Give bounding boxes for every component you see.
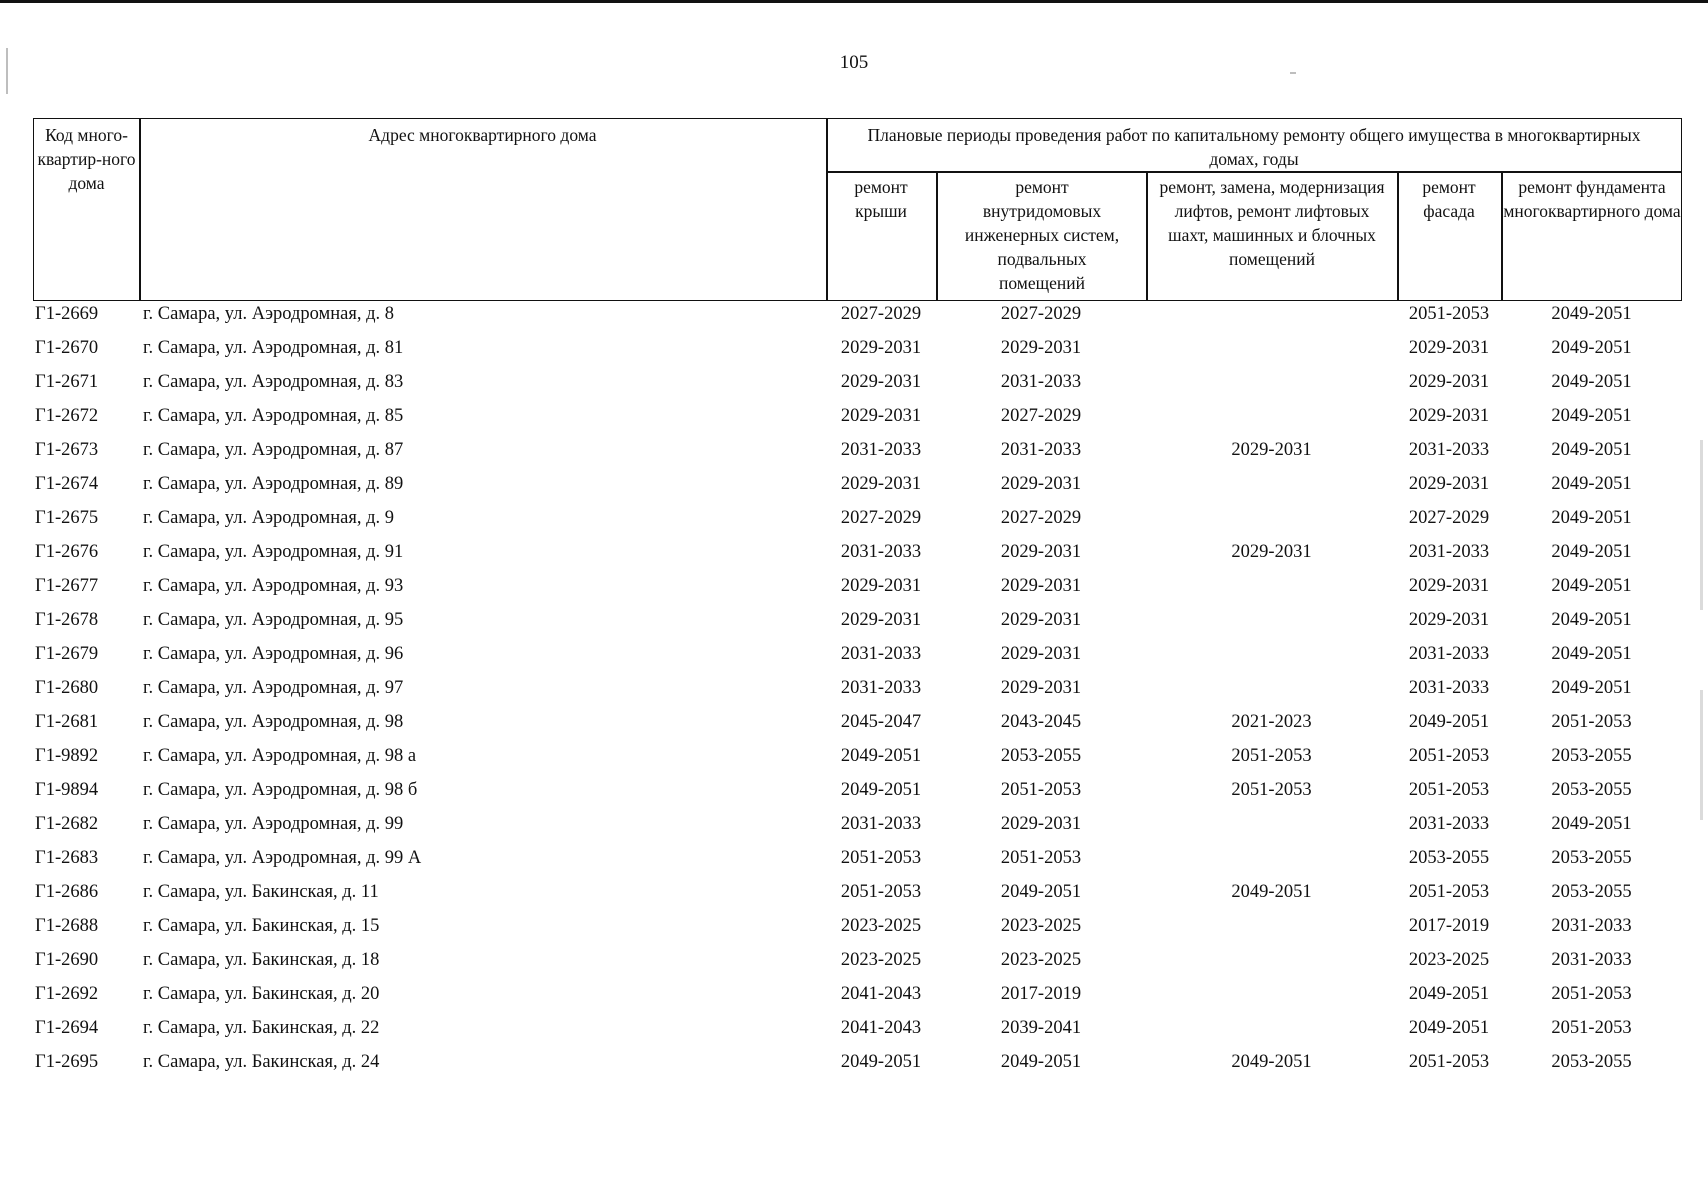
header-address: Адрес многоквартирного дома <box>368 125 597 145</box>
row-address: г. Самара, ул. Аэродромная, д. 89 <box>143 474 404 494</box>
row-foundation: 2049-2051 <box>1551 406 1632 426</box>
scan-artifact <box>1700 690 1703 820</box>
row-roof: 2031-2033 <box>840 814 922 834</box>
row-address: г. Самара, ул. Аэродромная, д. 87 <box>143 440 404 460</box>
row-facade: 2051-2053 <box>1408 882 1490 902</box>
row-foundation: 2051-2053 <box>1551 712 1632 732</box>
row-address: г. Самара, ул. Аэродромная, д. 9 <box>143 508 395 528</box>
row-facade: 2049-2051 <box>1408 712 1490 732</box>
row-address: г. Самара, ул. Бакинская, д. 22 <box>143 1018 380 1038</box>
row-facade: 2029-2031 <box>1408 474 1490 494</box>
header-facade: ремонт фасада <box>1422 177 1476 221</box>
row-foundation: 2031-2033 <box>1551 916 1632 936</box>
row-facade: 2031-2033 <box>1408 542 1490 562</box>
row-code: Г1-2681 <box>35 712 99 732</box>
row-roof: 2029-2031 <box>840 338 922 358</box>
header-divider <box>1146 171 1148 300</box>
row-address: г. Самара, ул. Аэродромная, д. 8 <box>143 304 395 324</box>
row-foundation: 2049-2051 <box>1551 372 1632 392</box>
row-systems: 2053-2055 <box>1000 746 1082 766</box>
row-address: г. Самара, ул. Аэродромная, д. 98 б <box>143 780 418 800</box>
row-lifts: 2051-2053 <box>1231 780 1312 800</box>
scan-artifact <box>1700 440 1703 610</box>
table-row <box>33 710 1682 744</box>
row-systems: 2029-2031 <box>1000 678 1082 698</box>
row-roof: 2029-2031 <box>840 610 922 630</box>
row-address: г. Самара, ул. Бакинская, д. 11 <box>143 882 379 902</box>
row-roof: 2049-2051 <box>840 746 922 766</box>
row-code: Г1-2674 <box>35 474 99 494</box>
row-code: Г1-2686 <box>35 882 99 902</box>
row-foundation: 2049-2051 <box>1551 474 1632 494</box>
row-roof: 2029-2031 <box>840 406 922 426</box>
row-roof: 2023-2025 <box>840 950 922 970</box>
row-foundation: 2049-2051 <box>1551 814 1632 834</box>
row-roof: 2031-2033 <box>840 678 922 698</box>
row-code: Г1-2676 <box>35 542 99 562</box>
table-row <box>33 778 1682 812</box>
row-lifts: 2021-2023 <box>1231 712 1312 732</box>
row-lifts: 2029-2031 <box>1231 440 1312 460</box>
row-address: г. Самара, ул. Аэродромная, д. 81 <box>143 338 404 358</box>
row-address: г. Самара, ул. Бакинская, д. 18 <box>143 950 380 970</box>
row-systems: 2029-2031 <box>1000 576 1082 596</box>
header-foundation: ремонт фундамента многоквартирного дома <box>1503 177 1681 221</box>
header-systems: ремонт внутридомовых инженерных систем, подвальных помещений <box>964 177 1120 293</box>
row-address: г. Самара, ул. Аэродромная, д. 97 <box>143 678 404 698</box>
row-facade: 2017-2019 <box>1408 916 1490 936</box>
row-roof: 2049-2051 <box>840 780 922 800</box>
table-row <box>33 1016 1682 1050</box>
row-systems: 2049-2051 <box>1000 1052 1082 1072</box>
row-systems: 2027-2029 <box>1000 304 1082 324</box>
table-row <box>33 642 1682 676</box>
row-foundation: 2049-2051 <box>1551 576 1632 596</box>
row-code: Г1-2677 <box>35 576 99 596</box>
table-row <box>33 370 1682 404</box>
row-facade: 2027-2029 <box>1408 508 1490 528</box>
header-roof: ремонт крыши <box>854 177 908 221</box>
header-divider <box>936 171 938 300</box>
header-periods-group: Плановые периоды проведения работ по капитальному ремонту общего имущества в многоквартирных домах, годы <box>867 125 1641 169</box>
row-code: Г1-2692 <box>35 984 99 1004</box>
row-foundation: 2053-2055 <box>1551 746 1632 766</box>
table-row <box>33 676 1682 710</box>
row-foundation: 2049-2051 <box>1551 338 1632 358</box>
page-number: 105 <box>839 52 869 73</box>
row-address: г. Самара, ул. Аэродромная, д. 99 <box>143 814 404 834</box>
row-code: Г1-2672 <box>35 406 99 426</box>
row-foundation: 2049-2051 <box>1551 678 1632 698</box>
row-address: г. Самара, ул. Аэродромная, д. 95 <box>143 610 404 630</box>
row-facade: 2031-2033 <box>1408 440 1490 460</box>
row-systems: 2029-2031 <box>1000 610 1082 630</box>
row-facade: 2053-2055 <box>1408 848 1490 868</box>
table-row <box>33 404 1682 438</box>
row-systems: 2023-2025 <box>1000 950 1082 970</box>
row-roof: 2027-2029 <box>840 508 922 528</box>
row-systems: 2029-2031 <box>1000 644 1082 664</box>
row-code: Г1-2673 <box>35 440 99 460</box>
row-systems: 2023-2025 <box>1000 916 1082 936</box>
table-row <box>33 846 1682 880</box>
row-code: Г1-2680 <box>35 678 99 698</box>
table-row <box>33 540 1682 574</box>
row-foundation: 2053-2055 <box>1551 848 1632 868</box>
table-row <box>33 336 1682 370</box>
row-facade: 2029-2031 <box>1408 610 1490 630</box>
table-row <box>33 438 1682 472</box>
row-roof: 2041-2043 <box>840 1018 922 1038</box>
table-body <box>33 302 1682 1084</box>
row-foundation: 2049-2051 <box>1551 304 1632 324</box>
row-foundation: 2049-2051 <box>1551 508 1632 528</box>
row-foundation: 2053-2055 <box>1551 882 1632 902</box>
row-address: г. Самара, ул. Аэродромная, д. 98 а <box>143 746 417 766</box>
row-roof: 2051-2053 <box>840 848 922 868</box>
row-facade: 2049-2051 <box>1408 984 1490 1004</box>
row-foundation: 2051-2053 <box>1551 984 1632 1004</box>
row-roof: 2045-2047 <box>840 712 922 732</box>
table-row <box>33 744 1682 778</box>
table-row <box>33 812 1682 846</box>
table-row <box>33 302 1682 336</box>
row-address: г. Самара, ул. Аэродромная, д. 93 <box>143 576 404 596</box>
table-row <box>33 1050 1682 1084</box>
table-header <box>33 118 1682 301</box>
row-systems: 2029-2031 <box>1000 474 1082 494</box>
row-code: Г1-2688 <box>35 916 99 936</box>
row-facade: 2051-2053 <box>1408 780 1490 800</box>
row-code: Г1-2670 <box>35 338 99 358</box>
row-code: Г1-2669 <box>35 304 99 324</box>
row-foundation: 2049-2051 <box>1551 610 1632 630</box>
row-roof: 2049-2051 <box>840 1052 922 1072</box>
header-lifts: ремонт, замена, модернизация лифтов, ремонт лифтовых шахт, машинных и блочных помещений <box>1159 177 1385 269</box>
row-code: Г1-2675 <box>35 508 99 528</box>
row-code: Г1-2679 <box>35 644 99 664</box>
row-systems: 2031-2033 <box>1000 372 1082 392</box>
row-code: Г1-2695 <box>35 1052 99 1072</box>
row-facade: 2029-2031 <box>1408 406 1490 426</box>
row-address: г. Самара, ул. Аэродромная, д. 98 <box>143 712 404 732</box>
header-divider <box>826 171 1682 173</box>
row-systems: 2049-2051 <box>1000 882 1082 902</box>
header-code: Код много-квартир-ного дома <box>37 125 136 193</box>
row-facade: 2049-2051 <box>1408 1018 1490 1038</box>
row-foundation: 2031-2033 <box>1551 950 1632 970</box>
row-systems: 2051-2053 <box>1000 848 1082 868</box>
row-lifts: 2049-2051 <box>1231 882 1312 902</box>
row-code: Г1-2682 <box>35 814 99 834</box>
row-facade: 2029-2031 <box>1408 372 1490 392</box>
row-foundation: 2049-2051 <box>1551 542 1632 562</box>
row-facade: 2023-2025 <box>1408 950 1490 970</box>
row-foundation: 2053-2055 <box>1551 1052 1632 1072</box>
row-address: г. Самара, ул. Бакинская, д. 24 <box>143 1052 380 1072</box>
row-systems: 2027-2029 <box>1000 406 1082 426</box>
row-address: г. Самара, ул. Бакинская, д. 15 <box>143 916 380 936</box>
row-foundation: 2051-2053 <box>1551 1018 1632 1038</box>
header-divider <box>826 119 828 300</box>
row-code: Г1-2671 <box>35 372 99 392</box>
table-row <box>33 574 1682 608</box>
row-roof: 2031-2033 <box>840 644 922 664</box>
row-facade: 2029-2031 <box>1408 338 1490 358</box>
row-code: Г1-9892 <box>35 746 99 766</box>
row-foundation: 2049-2051 <box>1551 644 1632 664</box>
table-row <box>33 948 1682 982</box>
row-address: г. Самара, ул. Аэродромная, д. 99 А <box>143 848 422 868</box>
row-roof: 2031-2033 <box>840 440 922 460</box>
row-roof: 2031-2033 <box>840 542 922 562</box>
row-lifts: 2049-2051 <box>1231 1052 1312 1072</box>
table-row <box>33 914 1682 948</box>
row-systems: 2027-2029 <box>1000 508 1082 528</box>
scan-artifact <box>1290 72 1296 74</box>
row-roof: 2027-2029 <box>840 304 922 324</box>
row-code: Г1-2678 <box>35 610 99 630</box>
row-lifts: 2029-2031 <box>1231 542 1312 562</box>
row-systems: 2017-2019 <box>1000 984 1082 1004</box>
row-roof: 2029-2031 <box>840 372 922 392</box>
row-roof: 2023-2025 <box>840 916 922 936</box>
row-address: г. Самара, ул. Аэродромная, д. 83 <box>143 372 404 392</box>
scan-artifact <box>6 48 8 94</box>
row-foundation: 2049-2051 <box>1551 440 1632 460</box>
table-row <box>33 608 1682 642</box>
table-row <box>33 472 1682 506</box>
table-row <box>33 880 1682 914</box>
row-lifts: 2051-2053 <box>1231 746 1312 766</box>
row-address: г. Самара, ул. Бакинская, д. 20 <box>143 984 380 1004</box>
row-facade: 2031-2033 <box>1408 644 1490 664</box>
row-systems: 2039-2041 <box>1000 1018 1082 1038</box>
row-roof: 2029-2031 <box>840 474 922 494</box>
row-address: г. Самара, ул. Аэродромная, д. 96 <box>143 644 404 664</box>
row-address: г. Самара, ул. Аэродромная, д. 85 <box>143 406 404 426</box>
row-systems: 2029-2031 <box>1000 814 1082 834</box>
row-facade: 2029-2031 <box>1408 576 1490 596</box>
row-systems: 2043-2045 <box>1000 712 1082 732</box>
row-facade: 2031-2033 <box>1408 678 1490 698</box>
row-systems: 2051-2053 <box>1000 780 1082 800</box>
row-roof: 2029-2031 <box>840 576 922 596</box>
row-systems: 2029-2031 <box>1000 338 1082 358</box>
header-divider <box>1397 171 1399 300</box>
row-code: Г1-9894 <box>35 780 99 800</box>
row-facade: 2051-2053 <box>1408 304 1490 324</box>
row-roof: 2051-2053 <box>840 882 922 902</box>
row-code: Г1-2694 <box>35 1018 99 1038</box>
row-code: Г1-2683 <box>35 848 99 868</box>
row-facade: 2031-2033 <box>1408 814 1490 834</box>
row-roof: 2041-2043 <box>840 984 922 1004</box>
row-systems: 2029-2031 <box>1000 542 1082 562</box>
top-border-rule <box>0 0 1708 3</box>
row-address: г. Самара, ул. Аэродромная, д. 91 <box>143 542 404 562</box>
row-systems: 2031-2033 <box>1000 440 1082 460</box>
row-facade: 2051-2053 <box>1408 746 1490 766</box>
table-row <box>33 506 1682 540</box>
table-row <box>33 982 1682 1016</box>
row-code: Г1-2690 <box>35 950 99 970</box>
row-facade: 2051-2053 <box>1408 1052 1490 1072</box>
row-foundation: 2053-2055 <box>1551 780 1632 800</box>
